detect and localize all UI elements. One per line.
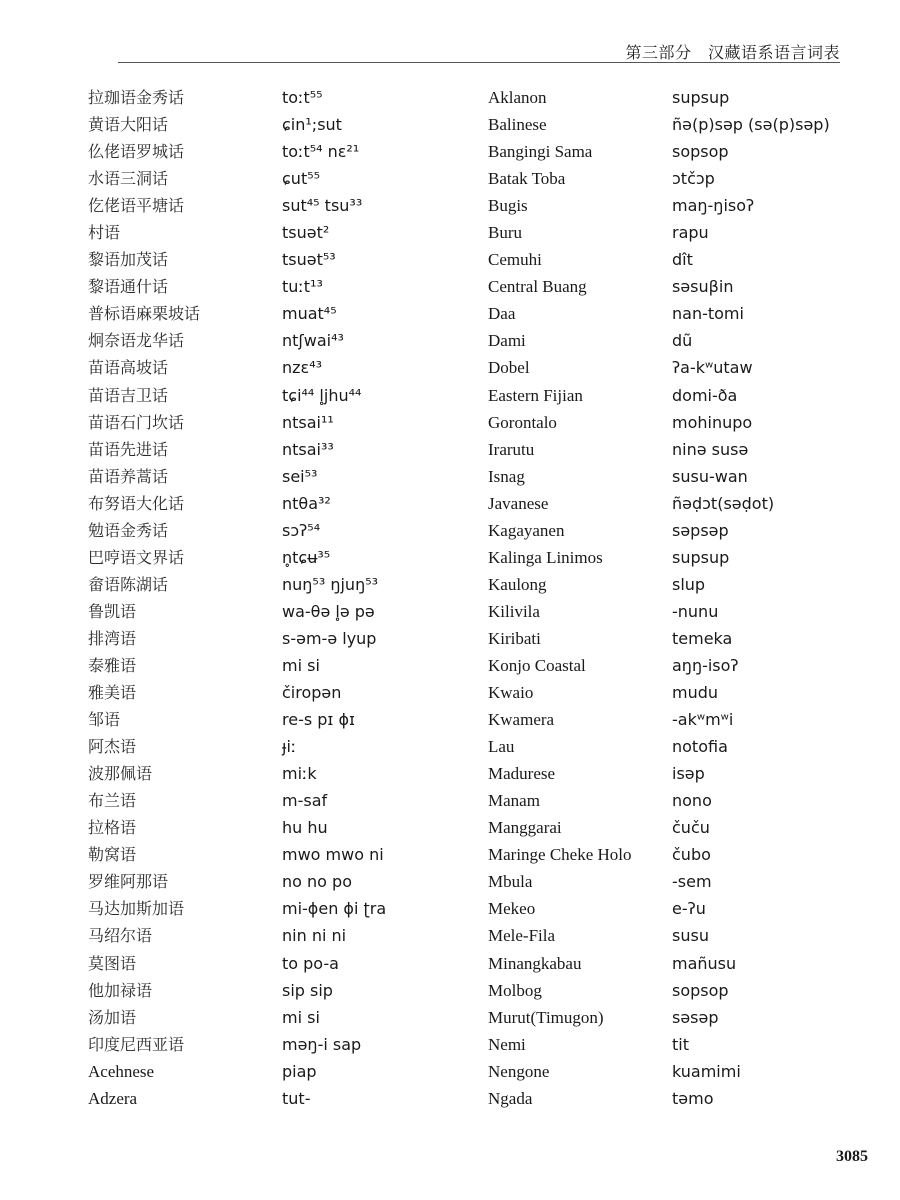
word-form: muat⁴⁵ [282, 304, 337, 324]
word-entry [88, 219, 488, 246]
word-entry [88, 950, 488, 977]
word-form: səpsəp [672, 520, 729, 540]
language-name: 泰雅语 [88, 655, 137, 675]
language-name: Konjo Coastal [488, 655, 586, 675]
language-name: Dami [488, 331, 526, 351]
word-form: -akʷmʷi [672, 710, 734, 730]
word-entry [88, 517, 488, 544]
language-name: Lau [488, 737, 515, 757]
word-form: -nunu [672, 601, 719, 621]
word-form: tut- [282, 1088, 311, 1108]
language-name: 黎语通什话 [88, 277, 169, 297]
language-name: 莫图语 [88, 953, 137, 973]
language-name: 巴哼语文界话 [88, 547, 185, 567]
word-entry [88, 598, 488, 625]
word-entry [488, 409, 888, 436]
word-form: ntsai³³ [282, 439, 334, 459]
word-entry [488, 625, 888, 652]
language-name: Bugis [488, 196, 528, 216]
language-name: Nengone [488, 1061, 550, 1081]
word-form: ɕin¹;sut [282, 115, 342, 135]
language-name: 仫佬语罗城话 [88, 142, 185, 162]
word-entry [88, 354, 488, 381]
word-entry [88, 1031, 488, 1058]
language-name: Kwaio [488, 683, 534, 703]
language-name: Bangingi Sama [488, 142, 593, 162]
language-name: Murut(Timugon) [488, 1007, 604, 1027]
word-entry [488, 950, 888, 977]
language-name: 黄语大阳话 [88, 115, 169, 135]
word-form: ɟiː [282, 737, 297, 757]
word-form: sei⁵³ [282, 466, 318, 486]
language-name: Mbula [488, 872, 533, 892]
word-entry [488, 977, 888, 1004]
word-entry [88, 733, 488, 760]
language-name: 排湾语 [88, 628, 137, 648]
language-name: Manam [488, 791, 540, 811]
word-form: slup [672, 574, 706, 594]
word-form: kuamimi [672, 1061, 741, 1081]
word-entry [488, 760, 888, 787]
word-form: mi si [282, 655, 320, 675]
language-name: 水语三洞话 [88, 169, 169, 189]
word-form: m-saf [282, 791, 328, 811]
word-entry [488, 1031, 888, 1058]
word-form: ntsai¹¹ [282, 412, 334, 432]
word-form: susu-wan [672, 466, 748, 486]
word-form: domi-ða [672, 385, 738, 405]
language-name: Kaulong [488, 574, 547, 594]
left-column [88, 84, 488, 1112]
word-form: rapu [672, 223, 709, 243]
language-name: 普标语麻栗坡话 [88, 304, 201, 324]
language-name: 雅美语 [88, 683, 137, 703]
word-form: sut⁴⁵ tsu³³ [282, 196, 363, 216]
language-name: Dobel [488, 358, 530, 378]
word-entry [88, 625, 488, 652]
word-form: ninə susə [672, 439, 749, 459]
language-name: Molbog [488, 980, 542, 1000]
word-entry [488, 327, 888, 354]
language-name: 畲语陈湖话 [88, 574, 169, 594]
word-form: ñə(p)səp (sə(p)səp) [672, 115, 830, 135]
language-name: Kiribati [488, 628, 541, 648]
language-name: 拉格语 [88, 818, 137, 838]
word-form: tɕi⁴⁴ l̥jhu⁴⁴ [282, 385, 362, 405]
word-entry [88, 409, 488, 436]
word-entry [88, 679, 488, 706]
word-form: sopsop [672, 142, 729, 162]
language-name: 布兰语 [88, 791, 137, 811]
word-entry [488, 706, 888, 733]
word-form: mi-ɸen ɸi ʈra [282, 899, 387, 919]
word-entry [88, 760, 488, 787]
word-entry [488, 246, 888, 273]
language-name: Gorontalo [488, 412, 557, 432]
word-form: nuŋ⁵³ ŋjuŋ⁵³ [282, 574, 379, 594]
word-form: tit [672, 1034, 689, 1054]
word-form: tuːt¹³ [282, 277, 323, 297]
language-name: Buru [488, 223, 522, 243]
word-form: hu hu [282, 818, 328, 838]
word-entry [488, 382, 888, 409]
word-form: s-əm-ə lyup [282, 628, 377, 648]
word-form: nono [672, 791, 712, 811]
word-form: nzɛ⁴³ [282, 358, 323, 378]
word-entry [488, 571, 888, 598]
word-entry [88, 84, 488, 111]
word-entry [488, 300, 888, 327]
word-entry [88, 300, 488, 327]
word-entry [488, 544, 888, 571]
word-entry [488, 841, 888, 868]
word-form: aŋŋ-isoʔ [672, 655, 739, 675]
word-form: mohinupo [672, 412, 753, 432]
word-form: səsuβin [672, 277, 734, 297]
language-name: Acehnese [88, 1061, 155, 1081]
language-name: 邹语 [88, 710, 121, 730]
language-name: 拉珈语金秀话 [88, 88, 185, 107]
word-entry [88, 706, 488, 733]
language-name: 阿杰语 [88, 737, 137, 757]
word-form: notofia [672, 737, 728, 757]
language-name: Irarutu [488, 439, 535, 459]
word-form: ntʃwai⁴³ [282, 331, 344, 351]
word-entry [88, 895, 488, 922]
word-entry [488, 517, 888, 544]
language-name: 黎语加茂话 [88, 250, 169, 270]
word-form: piap [282, 1061, 317, 1081]
language-name: 勒窝语 [88, 845, 137, 865]
language-name: 汤加语 [88, 1007, 137, 1027]
word-form: ɔtčɔp [672, 169, 715, 189]
word-form: čubo [672, 845, 711, 865]
language-name: 炯奈语龙华话 [88, 331, 185, 351]
word-entry [488, 679, 888, 706]
word-entry [88, 192, 488, 219]
word-entry [488, 814, 888, 841]
language-name: Aklanon [488, 88, 547, 107]
word-form: ɕut⁵⁵ [282, 169, 321, 189]
word-form: to po-a [282, 953, 339, 973]
word-entry [488, 733, 888, 760]
word-entry [88, 571, 488, 598]
word-entry [88, 327, 488, 354]
language-name: Central Buang [488, 277, 587, 297]
word-form: toːt⁵⁴ nɛ²¹ [282, 142, 360, 162]
language-name: Kilivila [488, 601, 540, 621]
language-name: 勉语金秀话 [88, 520, 169, 540]
word-entry [488, 868, 888, 895]
word-entry [488, 463, 888, 490]
word-form: dũ [672, 331, 693, 351]
word-form: ñəḍɔt(səḍot) [672, 493, 775, 513]
language-name: 苗语养蒿话 [88, 466, 169, 486]
word-entry [88, 111, 488, 138]
word-entry [488, 787, 888, 814]
word-form: čiropən [282, 683, 342, 703]
word-entry [88, 463, 488, 490]
word-entry [488, 895, 888, 922]
language-name: 鲁凯语 [88, 601, 137, 621]
word-entry [488, 652, 888, 679]
word-form: sip sip [282, 980, 333, 1000]
word-entry [88, 273, 488, 300]
word-form: ʔa-kʷutaw [672, 358, 753, 378]
word-form: məŋ-i sap [282, 1034, 362, 1054]
word-form: maŋ-ŋisoʔ [672, 196, 755, 216]
word-entry [88, 246, 488, 273]
word-form: nin ni ni [282, 926, 347, 946]
word-entry [88, 490, 488, 517]
language-name: Manggarai [488, 818, 562, 838]
word-form: mwo mwo ni [282, 845, 384, 865]
word-entry [88, 868, 488, 895]
word-form: dît [672, 250, 693, 270]
word-form: səsəp [672, 1007, 719, 1027]
word-entry [488, 273, 888, 300]
word-form: sɔʔ⁵⁴ [282, 520, 321, 540]
word-entry [88, 787, 488, 814]
word-form: təmo [672, 1088, 714, 1108]
word-entry [88, 165, 488, 192]
word-form: no no po [282, 872, 352, 892]
word-form: toːt⁵⁵ [282, 88, 323, 107]
word-form: wa-θə l̥ə pə [282, 601, 375, 621]
word-entry [488, 165, 888, 192]
language-name: 村语 [88, 223, 121, 243]
language-name: 印度尼西亚语 [88, 1034, 185, 1054]
language-name: Daa [488, 304, 516, 324]
word-entry [488, 219, 888, 246]
word-entry [88, 841, 488, 868]
word-entry [88, 1085, 488, 1112]
right-column [488, 84, 888, 1112]
word-form: mi si [282, 1007, 320, 1027]
word-form: mudu [672, 683, 719, 703]
language-name: 苗语先进话 [88, 439, 169, 459]
word-entry [88, 922, 488, 949]
word-entry [488, 922, 888, 949]
word-form: n̥tɕʉ³⁵ [282, 547, 331, 567]
word-entry [488, 192, 888, 219]
word-entry [88, 977, 488, 1004]
language-name: Adzera [88, 1088, 138, 1108]
word-form: supsup [672, 88, 730, 107]
word-entry [88, 652, 488, 679]
word-form: -sem [672, 872, 712, 892]
language-name: 波那佩语 [88, 764, 153, 784]
language-name: Mekeo [488, 899, 536, 919]
word-entry [88, 1058, 488, 1085]
word-entry [488, 1058, 888, 1085]
word-form: miːk [282, 764, 317, 784]
language-name: 他加禄语 [88, 980, 153, 1000]
language-name: Isnag [488, 466, 525, 486]
word-form: tsuət² [282, 223, 330, 243]
word-entry [88, 1004, 488, 1031]
language-name: 马达加斯加语 [88, 899, 185, 919]
language-name: Kalinga Linimos [488, 547, 603, 567]
language-name: Madurese [488, 764, 556, 784]
language-name: Kwamera [488, 710, 555, 730]
language-name: 苗语吉卫话 [88, 385, 169, 405]
word-entry [488, 138, 888, 165]
word-form: nan-tomi [672, 304, 744, 324]
word-entry [488, 598, 888, 625]
word-entry [488, 111, 888, 138]
language-name: Maringe Cheke Holo [488, 845, 632, 865]
language-name: Kagayanen [488, 520, 565, 540]
language-name: Nemi [488, 1034, 526, 1054]
word-entry [488, 354, 888, 381]
header-title: 第三部分 汉藏语系语言词表 [625, 43, 840, 62]
word-entry [488, 490, 888, 517]
language-name: Ngada [488, 1088, 533, 1108]
language-name: 苗语高坡话 [88, 358, 169, 378]
word-entry [88, 436, 488, 463]
word-entry [88, 382, 488, 409]
word-form: tsuət⁵³ [282, 250, 336, 270]
language-name: 仡佬语平塘话 [88, 196, 185, 216]
word-entry [488, 1004, 888, 1031]
word-entry [88, 814, 488, 841]
word-entry [488, 1085, 888, 1112]
language-name: Minangkabau [488, 953, 582, 973]
word-form: mañusu [672, 953, 737, 973]
language-name: Batak Toba [488, 169, 566, 189]
language-name: 马绍尔语 [88, 926, 153, 946]
language-name: Balinese [488, 115, 547, 135]
language-name: Javanese [488, 493, 549, 513]
language-name: Mele-Fila [488, 926, 556, 946]
word-entry [488, 436, 888, 463]
word-form: e-ʔu [672, 899, 706, 919]
language-name: 罗维阿那语 [88, 872, 169, 892]
page-number: 3085 [836, 1148, 868, 1165]
word-form: temeka [672, 628, 733, 648]
word-form: supsup [672, 547, 730, 567]
language-name: 布努语大化话 [88, 493, 185, 513]
word-entry [88, 544, 488, 571]
word-entry [488, 84, 888, 111]
word-form: ntθa³² [282, 493, 331, 513]
word-form: isəp [672, 764, 705, 784]
word-form: čuču [672, 818, 710, 838]
language-name: Cemuhi [488, 250, 542, 270]
word-entry [88, 138, 488, 165]
word-form: susu [672, 926, 709, 946]
word-form: re-s pɪ ɸɪ [282, 710, 355, 730]
running-header [118, 36, 840, 63]
language-name: 苗语石门坎话 [88, 412, 185, 432]
language-name: Eastern Fijian [488, 385, 583, 405]
word-form: sopsop [672, 980, 729, 1000]
